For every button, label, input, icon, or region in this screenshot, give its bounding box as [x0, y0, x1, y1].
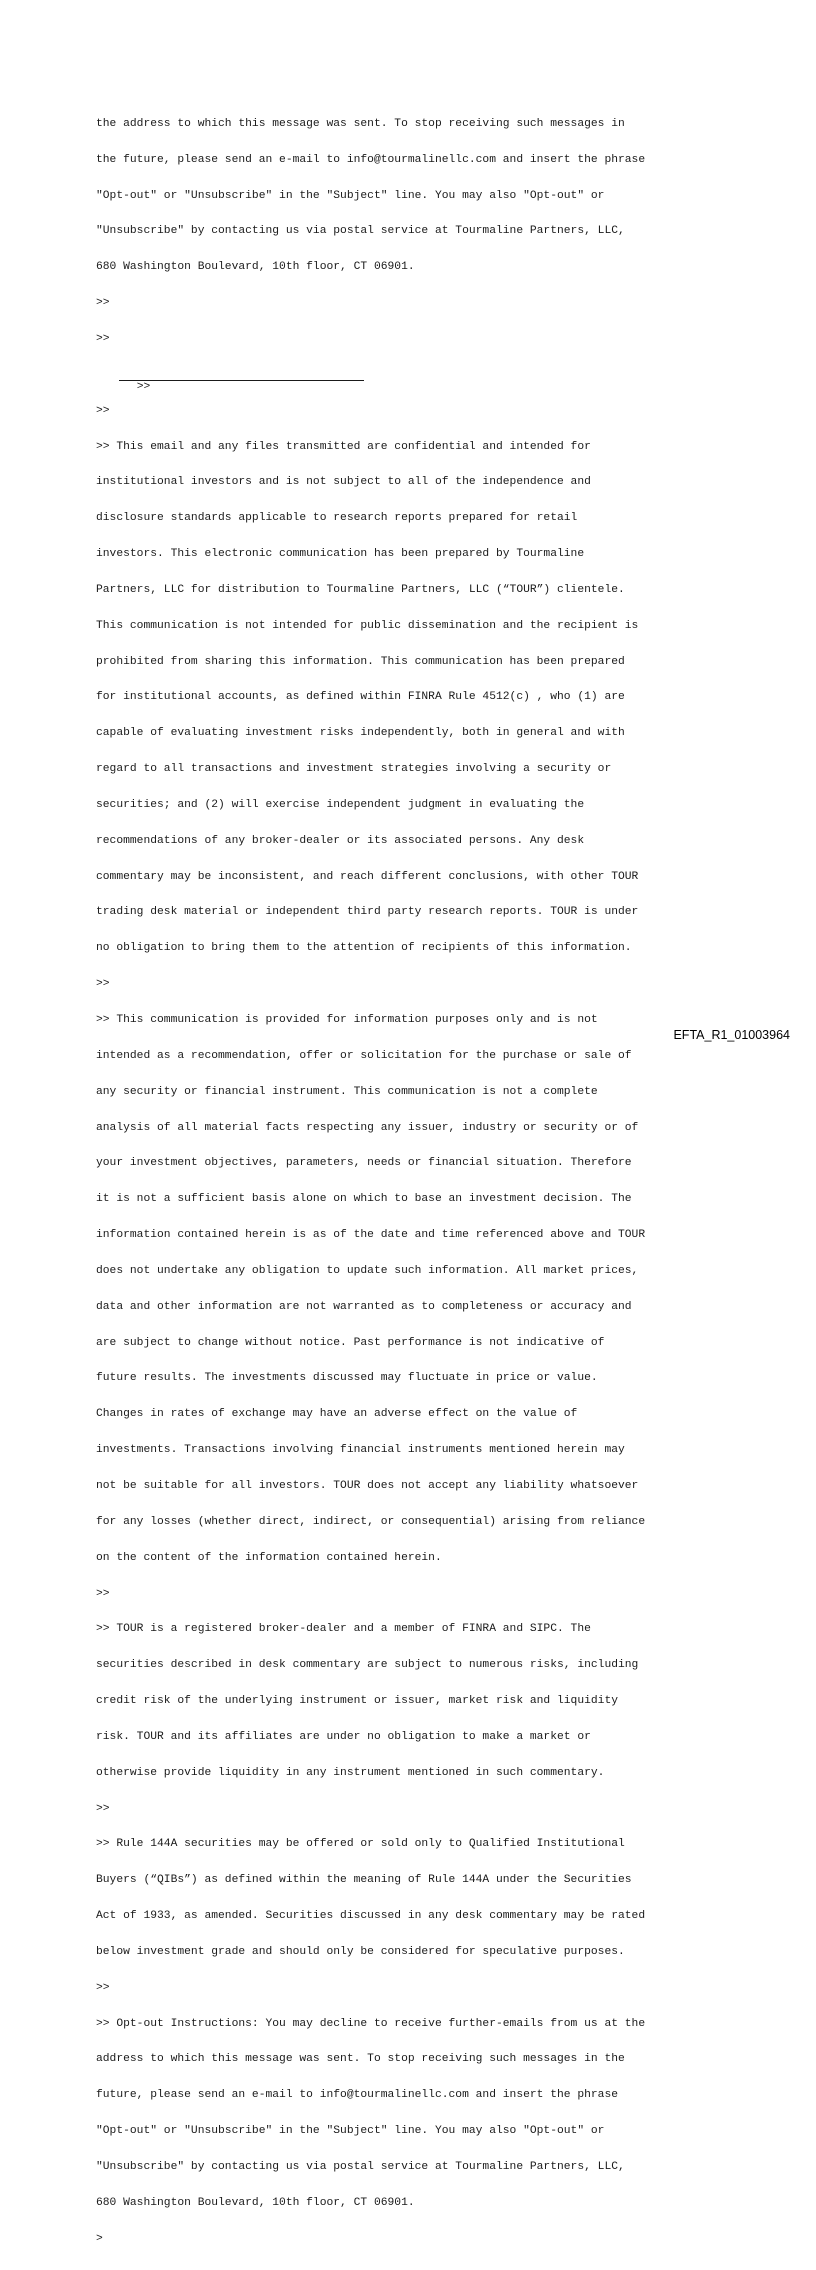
text-line: Act of 1933, as amended. Securities discussed in any desk commentary may be rated	[96, 1910, 646, 1923]
text-line: data and other information are not warranted as to completeness or accuracy and	[96, 1300, 632, 1313]
text-line: 680 Washington Boulevard, 10th floor, CT 06901.	[96, 2196, 415, 2209]
text-line: the future, please send an e-mail to info@tourmalinellc.com and insert the phrase	[96, 153, 646, 166]
text-line: risk. TOUR and its affiliates are under no obligation to make a market or	[96, 1730, 591, 1743]
text-line: institutional investors and is not subject to all of the independence and	[96, 476, 591, 489]
text-line: trading desk material or independent third party research reports. TOUR is under	[96, 906, 639, 919]
text-line: information contained herein is as of the date and time referenced above and TOUR	[96, 1229, 646, 1242]
text-line: Changes in rates of exchange may have an adverse effect on the value of	[96, 1408, 578, 1421]
text-line: "Opt-out" or "Unsubscribe" in the "Subject" line. You may also "Opt-out" or	[96, 189, 605, 202]
quote-marker-line: >>	[96, 404, 110, 417]
text-line: commentary may be inconsistent, and reach different conclusions, with other TOUR	[96, 870, 639, 883]
text-line: investors. This electronic communication has been prepared by Tourmaline	[96, 548, 585, 561]
text-line: >> This communication is provided for information purposes only and is not	[96, 1014, 598, 1026]
text-line: This communication is not intended for public dissemination and the recipient is	[96, 619, 639, 632]
text-line: analysis of all material facts respecting any issuer, industry or security or of	[96, 1121, 639, 1134]
text-line: >> TOUR is a registered broker-dealer and a member of FINRA and SIPC. The	[96, 1623, 591, 1636]
text-line: on the content of the information contained herein.	[96, 1551, 442, 1564]
text-line: future results. The investments discussed may fluctuate in price or value.	[96, 1372, 598, 1385]
text-line: below investment grade and should only be considered for speculative purposes.	[96, 1945, 625, 1958]
text-line: "Unsubscribe" by contacting us via postal service at Tourmaline Partners, LLC,	[96, 225, 625, 238]
text-line: intended as a recommendation, offer or solicitation for the purchase or sale of	[96, 1049, 632, 1062]
document-id: EFTA_R1_01003964	[673, 1028, 790, 1042]
text-line: "Opt-out" or "Unsubscribe" in the "Subject" line. You may also "Opt-out" or	[96, 2125, 605, 2138]
horizontal-rule	[119, 380, 364, 381]
text-line: disclosure standards applicable to research reports prepared for retail	[96, 512, 578, 525]
quote-marker-line: >>	[96, 297, 110, 310]
quote-marker-line: >>	[96, 332, 110, 345]
text-line: securities described in desk commentary are subject to numerous risks, including	[96, 1659, 639, 1672]
text-line: not be suitable for all investors. TOUR does not accept any liability whatsoever	[96, 1479, 639, 1492]
quote-marker-line: >>	[96, 978, 110, 991]
text-line: Partners, LLC for distribution to Tourmaline Partners, LLC (“TOUR”) clientele.	[96, 583, 625, 596]
text-line: recommendations of any broker-dealer or its associated persons. Any desk	[96, 834, 585, 847]
text-line: regard to all transactions and investment strategies involving a security or	[96, 763, 612, 776]
text-line: no obligation to bring them to the attention of recipients of this information.	[96, 942, 632, 955]
quote-marker-line: >>	[96, 1981, 110, 1994]
text-line: >> This email and any files transmitted are confidential and intended for	[96, 440, 591, 453]
text-line: address to which this message was sent. To stop receiving such messages in the	[96, 2053, 625, 2066]
separator-line	[96, 370, 736, 393]
text-line: otherwise provide liquidity in any instrument mentioned in such commentary.	[96, 1766, 605, 1779]
text-line: any security or financial instrument. This communication is not a complete	[96, 1085, 598, 1098]
text-line: your investment objectives, parameters, needs or financial situation. Therefore	[96, 1157, 632, 1170]
text-line: credit risk of the underlying instrument or issuer, market risk and liquidity	[96, 1695, 619, 1708]
quote-marker: >>	[136, 380, 151, 393]
text-line: "Unsubscribe" by contacting us via postal service at Tourmaline Partners, LLC,	[96, 2161, 625, 2173]
text-line: Buyers (“QIBs”) as defined within the meaning of Rule 144A under the Securities	[96, 1874, 632, 1887]
text-line: for institutional accounts, as defined within FINRA Rule 4512(c) , who (1) are	[96, 691, 625, 704]
text-line: capable of evaluating investment risks independently, both in general and with	[96, 727, 625, 740]
text-line: prohibited from sharing this information. This communication has been prepared	[96, 655, 625, 668]
quote-marker-line: >>	[96, 1587, 110, 1600]
quote-marker-line: >	[96, 2232, 103, 2245]
text-line: investments. Transactions involving financial instruments mentioned herein may	[96, 1444, 625, 1457]
text-line: >> Rule 144A securities may be offered or sold only to Qualified Institutional	[96, 1838, 625, 1851]
email-body	[96, 95, 736, 2270]
text-line: does not undertake any obligation to update such information. All market prices,	[96, 1264, 639, 1277]
text-line: future, please send an e-mail to info@tourmalinellc.com and insert the phrase	[96, 2089, 619, 2102]
text-line: for any losses (whether direct, indirect, or consequential) arising from reliance	[96, 1515, 646, 1528]
text-line: securities; and (2) will exercise independent judgment in evaluating the	[96, 798, 585, 811]
text-line: >> Opt-out Instructions: You may decline to receive further-emails from us at the	[96, 2017, 646, 2030]
text-line: are subject to change without notice. Past performance is not indicative of	[96, 1336, 605, 1349]
text-line: the address to which this message was sent. To stop receiving such messages in	[96, 117, 625, 130]
quote-marker-line: >>	[96, 1802, 110, 1815]
text-line: 680 Washington Boulevard, 10th floor, CT 06901.	[96, 261, 415, 274]
text-line: it is not a sufficient basis alone on which to base an investment decision. The	[96, 1193, 632, 1206]
